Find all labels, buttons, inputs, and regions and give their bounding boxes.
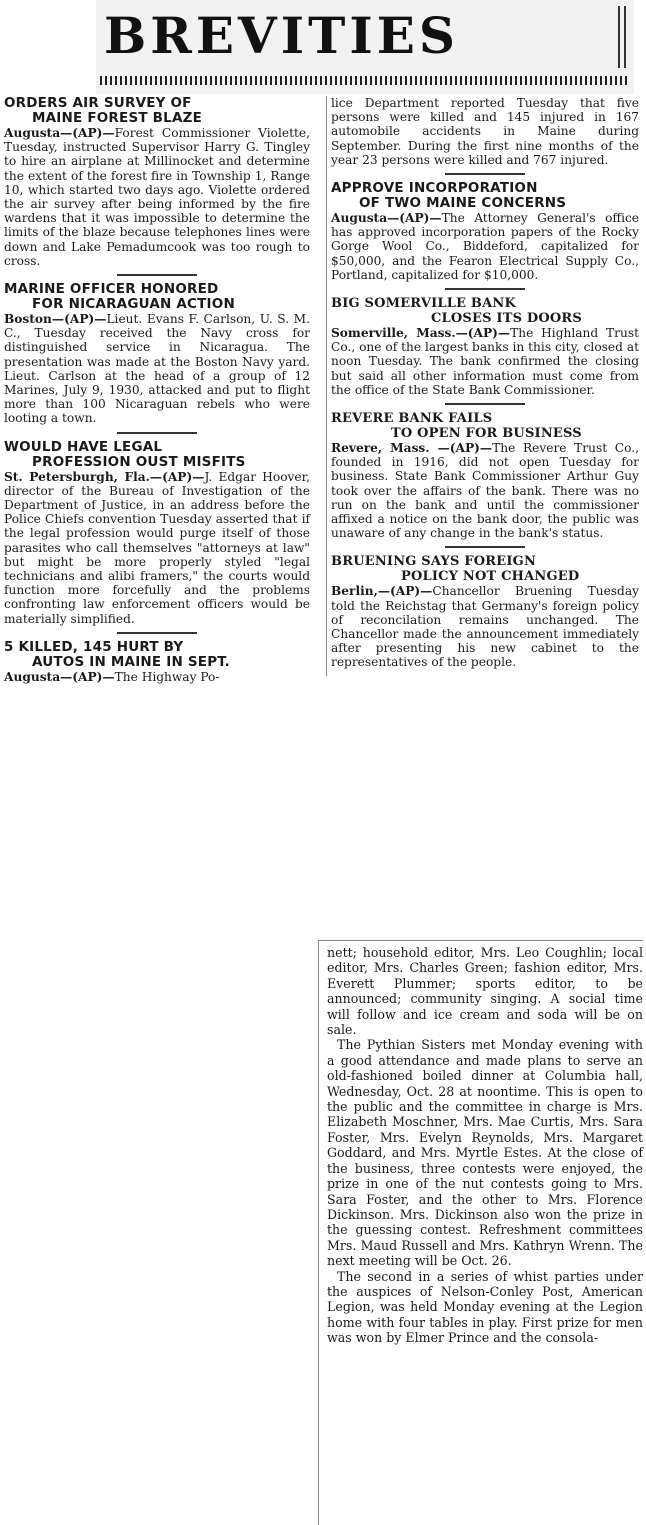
headline-line-1: 5 KILLED, 145 HURT BY (4, 638, 184, 655)
paragraph: nett; household editor, Mrs. Leo Coughlin; local editor, Mrs. Charles Green; fashion editor, Mrs. Everett Plummer; sports editor, to be announced; community singing. A social time will follow and ice cream and soda will be on sale. (327, 945, 643, 1038)
article-marine-officer (4, 282, 310, 426)
article-text: Lieut. Evans F. Carlson, U. S. M. C., Tuesday received the Navy cross for distinguished service in Nicaragua. The presentation was made at the Boston Navy yard. Lieut. Carlson at the head of a group of 12 Marines, July 9, 1930, attacked and put to flight more than 100 Nicaraguan rebels who were looting a town. (4, 312, 310, 426)
headline (4, 640, 310, 670)
article-body (331, 584, 639, 669)
masthead-rule (100, 76, 630, 85)
article-body (4, 470, 310, 626)
article-continuation (331, 96, 639, 167)
headline-line-1: REVERE BANK FAILS (331, 411, 493, 427)
dateline: Boston—(AP)— (4, 312, 107, 327)
article-divider (445, 173, 525, 175)
headline-line-2: OF TWO MAINE CONCERNS (359, 195, 567, 212)
article-text: The Highland Trust Co., one of the largest banks in this city, closed at noon Tuesday. The bank confirmed the closing but said all other information must come from the office of the State Bank Commissioner. (331, 326, 639, 397)
article-body (331, 211, 639, 282)
paragraph: The Pythian Sisters met Monday evening with a good attendance and made plans to serve an old-fashioned boiled dinner at Columbia hall, Wednesday, Oct. 28 at noontime. This is open to the public and the committee in charge is Mrs. Elizabeth Moschner, Mrs. Mae Curtis, Mrs. Sara Foster, Mrs. Evelyn Reynolds, Mrs. Margaret Goddard, and Mrs. Myrtle Estes. At the close of the business, three contests were enjoyed, the prize in one of the nut contests going to Mrs. Sara Foster, and the other to Mrs. Florence Dickinson. Mrs. Dickinson also won the prize in the guessing contest. Refreshment committees Mrs. Maud Russell and Mrs. Kathryn Wrenn. The next meeting will be Oct. 26. (327, 1037, 643, 1269)
dateline: Augusta—(AP)— (4, 669, 115, 684)
headline-line-1: BRUENING SAYS FOREIGN (331, 554, 537, 570)
article-text: lice Department reported Tuesday that five persons were killed and 145 injured in 167 automobile accidents in Maine during September. During the first nine months of the year 23 persons were killed and 767 injured. (331, 96, 639, 167)
headline (4, 440, 310, 470)
left-column (4, 96, 310, 690)
headline-line-1: BIG SOMERVILLE BANK (331, 296, 516, 312)
article-text: The Attorney General's office has approved incorporation papers of the Rocky Gorge Wool Co., Biddeford, capitalized for $50,000, and the Fearon Electrical Supply Co., Portland, capitalized for $10,000. (331, 211, 639, 282)
article-divider (117, 432, 197, 434)
social-news-column (318, 940, 643, 1525)
article-somerville-bank (331, 296, 639, 397)
headline-line-2: POLICY NOT CHANGED (401, 569, 580, 585)
headline-line-1: WOULD HAVE LEGAL (4, 438, 163, 455)
headline (331, 181, 639, 211)
article-text: Chancellor Bruening Tuesday told the Reichstag that Germany's foreign policy of reconcilation remains unchanged. The Chancellor made the announcement immediately after presenting his new cabinet to the representatives of the people. (331, 584, 639, 670)
article-divider (445, 288, 525, 290)
headline (4, 96, 310, 126)
headline-line-1: ORDERS AIR SURVEY OF (4, 95, 192, 111)
article-body (4, 670, 310, 684)
article-incorporation (331, 181, 639, 282)
dateline: Revere, Mass. —(AP)— (331, 441, 493, 456)
dateline: St. Petersburgh, Fla.—(AP)— (4, 469, 205, 484)
article-divider (117, 274, 197, 276)
article-divider (445, 403, 525, 405)
article-divider (445, 546, 525, 548)
article-revere-bank (331, 411, 639, 540)
headline-line-2: FOR NICARAGUAN ACTION (32, 296, 235, 313)
headline-line-2: MAINE FOREST BLAZE (32, 110, 203, 126)
article-auto-deaths (4, 640, 310, 684)
article-text: Forest Commissioner Violette, Tuesday, instructed Supervisor Harry G. Tingley to hire an airplane at Millinocket and determine the extent of the forest fire in Township 1, Range 10, which started two days ago. Violette ordered the air survey after being informed by the fire wardens that it was impossible to determine the limits of the blaze because telephones lines were down and Lake Pemadumcook was too rough to cross. (4, 126, 310, 268)
article-body (4, 312, 310, 426)
headline-line-1: MARINE OFFICER HONORED (4, 281, 219, 298)
dateline: Berlin,—(AP)— (331, 584, 433, 599)
headline (331, 554, 639, 584)
article-legal-profession (4, 440, 310, 626)
dateline: Somerville, Mass.—(AP)— (331, 326, 511, 341)
headline (331, 296, 639, 326)
article-body (4, 126, 310, 268)
article-bruening (331, 554, 639, 669)
section-title: BREVITIES (104, 6, 459, 65)
article-text: The Highway Po- (114, 669, 220, 684)
article-text: J. Edgar Hoover, director of the Bureau of Investigation of the Department of Justice, in an address before the Police Chiefs convention Tuesday asserted that if the legal profession would purge itself of those parasites who call themselves "attorneys at law" but might be more properly styled "legal technicians and alibi framers," the courts would function more forcefully and the problems confronting law enforcement officers would be materially simplified. (4, 469, 310, 626)
dateline: Augusta—(AP)— (331, 211, 442, 226)
headline (331, 411, 639, 441)
paragraph: The second in a series of whist parties under the auspices of Nelson-Conley Post, American Legion, was held Monday evening at the Legion home with four tables in play. First prize for men was won by Elmer Prince and the consola- (327, 1268, 643, 1346)
headline-line-2: AUTOS IN MAINE IN SEPT. (32, 653, 230, 670)
article-text: The Revere Trust Co., founded in 1916, did not open Tuesday for business. State Bank Commissioner Arthur Guy took over the affairs of the bank. There was no run on the bank and until the commissioner affixed a notice on the bank door, the public was unaware of any change in the bank's status. (331, 441, 639, 541)
headline-line-2: PROFESSION OUST MISFITS (32, 453, 246, 470)
headline-line-1: APPROVE INCORPORATION (331, 180, 538, 197)
headline-line-2: TO OPEN FOR BUSINESS (391, 426, 582, 442)
article-air-survey (4, 96, 310, 268)
right-column (326, 96, 639, 676)
article-body (331, 441, 639, 540)
headline-line-2: CLOSES ITS DOORS (431, 311, 583, 327)
headline (4, 282, 310, 312)
article-body (331, 326, 639, 397)
masthead (96, 0, 634, 94)
dateline: Augusta—(AP)— (4, 126, 115, 140)
masthead-ornament (618, 6, 626, 68)
article-divider (117, 632, 197, 634)
